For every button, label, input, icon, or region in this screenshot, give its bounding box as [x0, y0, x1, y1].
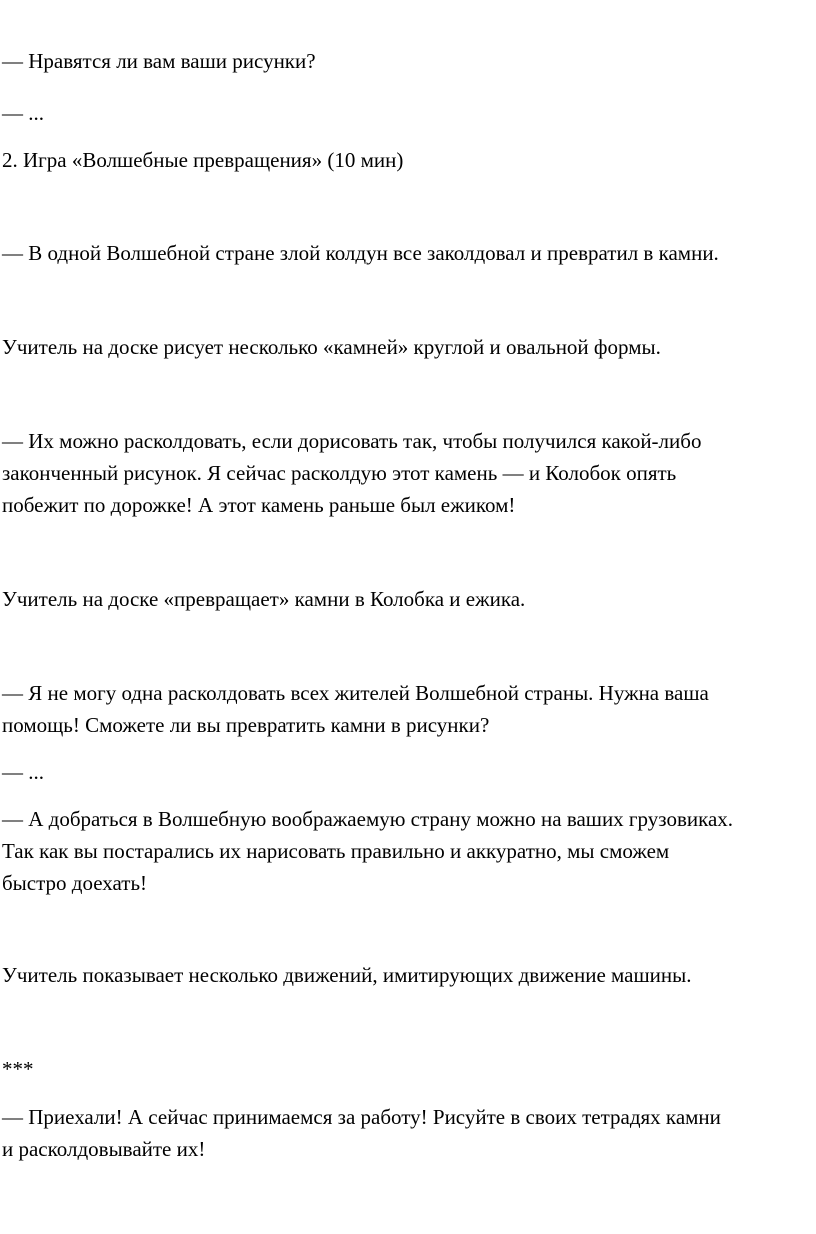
text-line: — ...	[2, 101, 44, 125]
text-line: и расколдовывайте их!	[2, 1137, 206, 1161]
text-line: помощь! Сможете ли вы превратить камни в рисунки?	[2, 713, 490, 737]
section-heading: 2. Игра «Волшебные превращения» (10 мин)	[2, 148, 404, 172]
text-line: Учитель на доске «превращает» камни в Колобка и ежика.	[2, 587, 526, 611]
text-line: — Приехали! А сейчас принимаемся за работу! Рисуйте в своих тетрадях камни	[2, 1105, 721, 1129]
text-line: Учитель на доске рисует несколько «камней» круглой и овальной формы.	[2, 335, 661, 359]
text-line: законченный рисунок. Я сейчас расколдую этот камень — и Колобок опять	[2, 461, 677, 485]
text-line: Учитель показывает несколько движений, имитирующих движение машины.	[2, 963, 692, 987]
text-line: — Я не могу одна расколдовать всех жителей Волшебной страны. Нужна ваша	[2, 681, 709, 705]
text-line: побежит по дорожке! А этот камень раньше был ежиком!	[2, 493, 516, 517]
text-line: — Их можно расколдовать, если дорисовать так, чтобы получился какой-либо	[2, 429, 702, 453]
text-line: быстро доехать!	[2, 871, 148, 895]
text-line: — А добраться в Волшебную воображаемую страну можно на ваших грузовиках.	[2, 807, 734, 831]
text-line: — ...	[2, 760, 44, 784]
text-line: — Нравятся ли вам ваши рисунки?	[2, 49, 316, 73]
text-line: — В одной Волшебной стране злой колдун все заколдовал и превратил в камни.	[2, 241, 719, 265]
separator-stars: ***	[2, 1057, 34, 1081]
text-line: Так как вы постарались их нарисовать правильно и аккуратно, мы сможем	[2, 839, 670, 863]
